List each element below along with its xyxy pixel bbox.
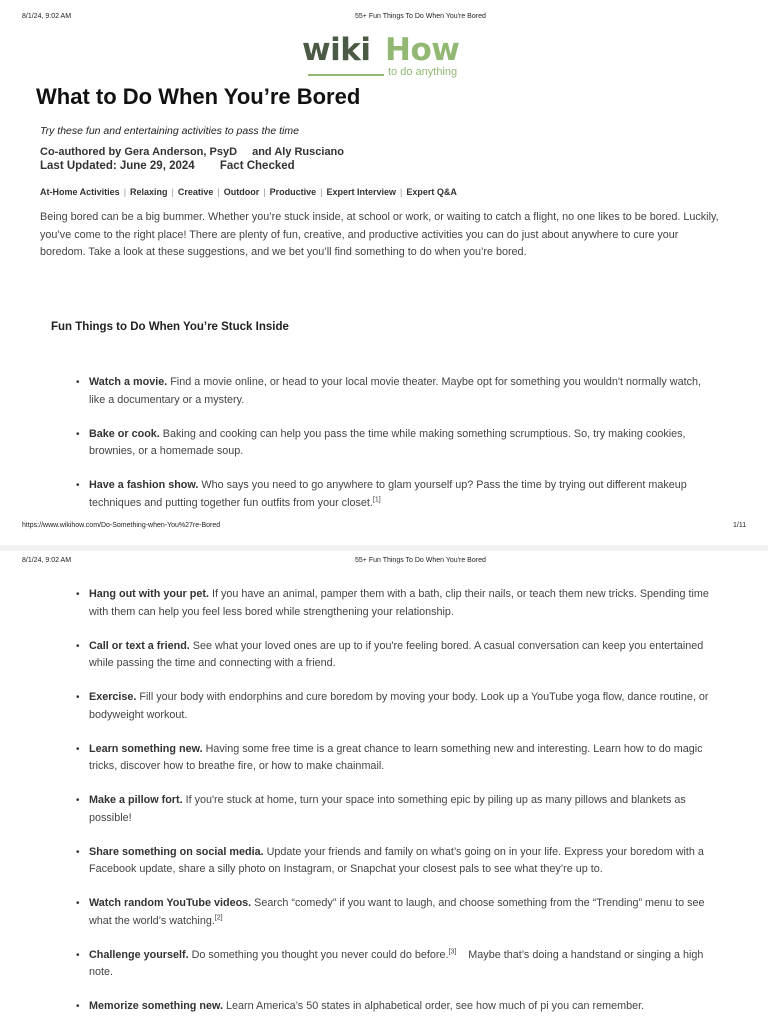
item-text: If you have an animal, pamper them with a bath, clip their nails, or teach them new tricks. Spending time with them can help you feel less bored while strengthening your relationship. — [89, 588, 709, 618]
page-break — [0, 545, 768, 551]
citation-link[interactable]: [3] — [448, 947, 457, 955]
logo-tagline: to do anything — [388, 66, 458, 78]
item-title: Hang out with your pet. — [89, 588, 209, 600]
print-datetime-page2: 8/1/24, 9:02 AM — [22, 557, 72, 564]
activity-list-page1 — [89, 374, 714, 529]
coauthor-line — [40, 146, 344, 158]
print-url: https://www.wikihow.com/Do-Something-when-You%27re-Bored — [22, 522, 221, 529]
fact-checked-badge[interactable]: Fact Checked — [219, 160, 295, 172]
item-title: Bake or cook. — [89, 427, 160, 440]
item-title: Call or text a friend. — [89, 639, 190, 652]
item-title: Exercise. — [89, 691, 137, 703]
logo-wiki: wiki — [302, 32, 371, 68]
list-item — [89, 844, 714, 879]
list-item — [89, 426, 714, 461]
item-title: Have a fashion show. — [89, 479, 199, 491]
print-datetime: 8/1/24, 9:02 AM — [22, 13, 72, 20]
list-item — [89, 638, 714, 673]
print-doc-title-page2: 55+ Fun Things To Do When You're Bored — [355, 557, 486, 564]
item-text: Update your friends and family on what’s going on in your life. Express your boredom with a Facebook update, share a silly photo on Instagram, or Snapchat your closest pals to see what they’re up to. — [89, 845, 704, 875]
list-item — [89, 374, 714, 409]
list-item — [89, 895, 714, 930]
nav-link-creative[interactable]: Creative — [177, 187, 214, 197]
item-title: Watch a movie. — [89, 376, 168, 388]
list-item — [89, 792, 714, 827]
section-nav: At-Home Activities | Relaxing | Creative | Outdoor | Productive | Expert Interview | Expert Q&A — [40, 187, 457, 197]
item-title: Make a pillow fort. — [89, 794, 183, 806]
item-text: Find a movie online, or head to your local movie theater. Maybe opt for something you wouldn't normally watch, like a documentary or a mystery. — [89, 376, 701, 406]
logo-underline — [308, 74, 384, 76]
activity-list-page2 — [89, 586, 714, 1032]
item-title: Watch random YouTube videos. — [89, 897, 252, 909]
list-item — [89, 689, 714, 724]
item-text: Search “comedy” if you want to laugh, and choose something from the “Trending” menu to see what the world’s watching. — [89, 897, 705, 927]
nav-link-at-home[interactable]: At-Home Activities — [40, 187, 120, 197]
item-text: Fill your body with endorphins and cure boredom by moving your body. Look up a YouTube yoga flow, dance routine, or bodyweight workout. — [89, 691, 709, 721]
coauthor-and: and — [252, 146, 272, 158]
item-title: Learn something new. — [89, 742, 203, 755]
nav-link-outdoor[interactable]: Outdoor — [223, 187, 260, 197]
nav-link-expert-qa[interactable]: Expert Q&A — [406, 187, 457, 197]
item-title: Challenge yourself. — [89, 948, 189, 961]
nav-link-productive[interactable]: Productive — [269, 187, 317, 197]
logo-how: How — [385, 32, 460, 68]
citation-link[interactable]: [1] — [372, 495, 381, 503]
item-text: Having some free time is a great chance to learn something new and interesting. Learn how to do magic tricks, discover how to breathe fire, or how to make chainmail. — [89, 742, 703, 772]
item-text-after: Maybe that’s doing a handstand or singing a high note. — [89, 948, 707, 978]
last-updated: Last Updated: June 29, 2024 — [40, 160, 195, 172]
list-item — [89, 741, 714, 776]
item-text: Do something you thought you never could do before. — [188, 948, 449, 961]
coauthored-prefix: Co-authored by — [40, 146, 122, 158]
item-text: If you're stuck at home, turn your space into something epic by piling up as many pillows and blankets as possible! — [89, 794, 686, 824]
print-page-number: 1/11 — [733, 522, 747, 529]
print-doc-title: 55+ Fun Things To Do When You're Bored — [355, 13, 486, 20]
list-item — [89, 477, 714, 512]
item-text: Learn America’s 50 states in alphabetical order, see how much of pi you can remember. — [222, 1000, 645, 1012]
item-text: Who says you need to go anywhere to glam yourself up? Pass the time by trying out different makeup techniques and putting together fun outfits from your closet. — [89, 479, 687, 509]
list-item — [89, 947, 714, 982]
citation-link[interactable]: [2] — [214, 913, 223, 921]
nav-link-expert-interview[interactable]: Expert Interview — [326, 187, 396, 197]
section-heading: Fun Things to Do When You’re Stuck Inside — [51, 321, 289, 333]
article-subtitle: Try these fun and entertaining activities to pass the time — [40, 125, 299, 137]
article-title: What to Do When You’re Bored — [36, 84, 361, 109]
intro-paragraph: Being bored can be a big bummer. Whether you’re stuck inside, at school or work, or waiting to catch a flight, no one likes to be bored. Luckily, you’ve come to the right place! There are plenty of fun, creative, and productive activities you can do just about anywhere to cure your boredom. Take a look at these suggestions, and we bet you’ll find something to do when you’re bored. — [40, 211, 719, 258]
list-item — [89, 586, 714, 621]
author-link-2[interactable]: Aly Rusciano — [274, 146, 344, 158]
item-text: See what your loved ones are up to if you're feeling bored. A casual conversation can keep you entertained while passing the time and connecting with a friend. — [89, 639, 704, 669]
list-item — [89, 998, 714, 1016]
nav-link-relaxing[interactable]: Relaxing — [130, 187, 168, 197]
item-text: Baking and cooking can help you pass the time while making something scrumptious. So, try making cookies, brownies, or a homemade soup. — [89, 427, 686, 457]
item-title: Memorize something new. — [89, 1000, 223, 1012]
author-link-1[interactable]: Gera Anderson, PsyD — [124, 146, 238, 158]
wikihow-logo[interactable] — [302, 34, 472, 80]
meta-line — [40, 160, 295, 172]
item-title: Share something on social media. — [89, 845, 264, 858]
